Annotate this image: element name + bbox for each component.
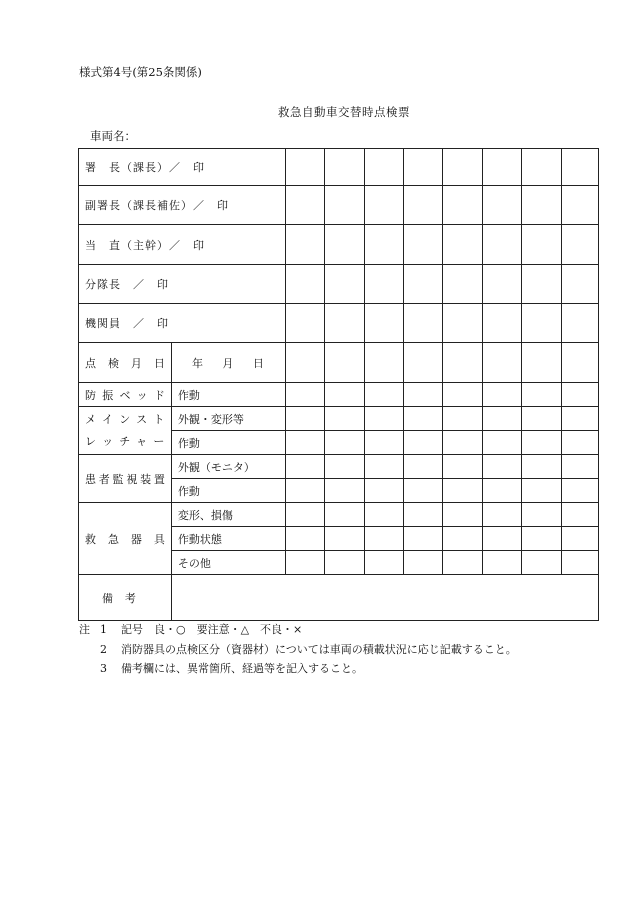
note-text: 消防器具の点検区分（資器材）については車両の積載状況に応じ記載すること。 [121,642,517,656]
check-cell[interactable] [522,343,561,383]
check-cell[interactable] [482,149,521,186]
check-cell[interactable] [404,503,443,527]
check-cell[interactable] [443,149,482,186]
check-cell[interactable] [443,455,482,479]
check-cell[interactable] [325,265,364,304]
check-cell[interactable] [364,431,403,455]
check-cell[interactable] [285,527,324,551]
item-operation: 作動 [171,479,285,503]
check-cell[interactable] [522,503,561,527]
check-cell[interactable] [561,527,598,551]
check-cell[interactable] [482,455,521,479]
check-cell[interactable] [364,455,403,479]
check-cell[interactable] [364,343,403,383]
remarks-field[interactable] [171,575,598,621]
check-cell[interactable] [482,479,521,503]
patient-monitor-row [79,455,599,479]
check-cell[interactable] [561,431,598,455]
check-cell[interactable] [561,551,598,575]
note-text: 記号 良・○ 要注意・△ 不良・× [121,623,303,636]
check-cell[interactable] [404,265,443,304]
check-cell[interactable] [443,225,482,265]
check-cell[interactable] [522,479,561,503]
inspection-date-label: 点検月日 [79,343,172,383]
check-cell[interactable] [561,383,598,407]
notes-head: 注 [79,623,90,636]
check-cell[interactable] [325,455,364,479]
check-cell[interactable] [285,343,324,383]
item-operating-condition: 作動状態 [171,527,285,551]
remarks-row [79,575,599,621]
check-cell[interactable] [404,479,443,503]
check-cell[interactable] [285,551,324,575]
check-cell[interactable] [325,503,364,527]
check-cell[interactable] [482,225,521,265]
check-cell[interactable] [561,265,598,304]
check-cell[interactable] [482,527,521,551]
role-duty-officer: 当 直（主幹）／ 印 [79,225,286,265]
check-cell[interactable] [443,527,482,551]
check-cell[interactable] [443,304,482,343]
check-cell[interactable] [325,431,364,455]
note-item [79,620,517,640]
check-cell[interactable] [364,503,403,527]
check-cell[interactable] [364,407,403,431]
check-cell[interactable] [364,225,403,265]
check-cell[interactable] [285,186,324,225]
main-stretcher-label [79,407,172,455]
inspection-date-row [79,343,599,383]
item-operation: 作動 [171,383,285,407]
check-cell[interactable] [522,304,561,343]
check-cell[interactable] [482,383,521,407]
note-number: 3 [100,662,107,675]
check-cell[interactable] [561,225,598,265]
check-cell[interactable] [482,304,521,343]
check-cell[interactable] [285,149,324,186]
check-cell[interactable] [364,479,403,503]
check-cell[interactable] [285,225,324,265]
check-cell[interactable] [443,186,482,225]
document-title: 救急自動車交替時点検票 [278,105,410,119]
check-cell[interactable] [482,551,521,575]
check-cell[interactable] [522,431,561,455]
check-cell[interactable] [325,407,364,431]
check-cell[interactable] [285,455,324,479]
check-cell[interactable] [482,407,521,431]
check-cell[interactable] [522,186,561,225]
check-cell[interactable] [522,527,561,551]
check-cell[interactable] [443,431,482,455]
check-cell[interactable] [404,343,443,383]
note-text: 備考欄には、異常箇所、経過等を記入すること。 [121,662,363,675]
check-cell[interactable] [404,407,443,431]
check-cell[interactable] [404,225,443,265]
check-cell[interactable] [482,503,521,527]
form-number: 様式第4号(第25条関係) [79,65,202,79]
notes [79,620,517,679]
check-cell[interactable] [522,407,561,431]
check-cell[interactable] [522,225,561,265]
check-cell[interactable] [364,551,403,575]
note-item [79,659,517,679]
check-cell[interactable] [404,383,443,407]
vehicle-name-label: 車両名： [90,129,136,143]
check-cell[interactable] [285,383,324,407]
check-cell[interactable] [325,551,364,575]
check-cell[interactable] [561,479,598,503]
check-cell[interactable] [364,383,403,407]
check-cell[interactable] [285,407,324,431]
check-cell[interactable] [325,383,364,407]
check-cell[interactable] [404,149,443,186]
check-cell[interactable] [404,186,443,225]
check-cell[interactable] [522,149,561,186]
check-cell[interactable] [443,343,482,383]
item-appearance-deformation: 外観・変形等 [171,407,285,431]
inspection-table [78,148,599,621]
role-row-station-chief [79,149,599,186]
check-cell[interactable] [522,265,561,304]
check-cell[interactable] [404,304,443,343]
note-number: 1 [100,623,107,636]
check-cell[interactable] [561,304,598,343]
main-stretcher-label-line1: メインスト [85,412,165,426]
role-station-chief: 署 長（課長）／ 印 [79,149,286,186]
check-cell[interactable] [285,265,324,304]
check-cell[interactable] [325,149,364,186]
check-cell[interactable] [482,186,521,225]
check-cell[interactable] [522,455,561,479]
role-row-duty-officer [79,225,599,265]
check-cell[interactable] [443,479,482,503]
anti-vibration-bed-label: 防振ベッド [79,383,172,407]
check-cell[interactable] [404,527,443,551]
check-cell[interactable] [325,343,364,383]
role-squad-leader: 分隊長 ／ 印 [79,265,286,304]
check-cell[interactable] [404,551,443,575]
check-cell[interactable] [482,265,521,304]
check-cell[interactable] [443,383,482,407]
check-cell[interactable] [285,503,324,527]
check-cell[interactable] [561,455,598,479]
check-cell[interactable] [364,186,403,225]
note-number: 2 [100,642,107,656]
check-cell[interactable] [443,503,482,527]
check-cell[interactable] [404,431,443,455]
check-cell[interactable] [285,304,324,343]
check-cell[interactable] [364,304,403,343]
check-cell[interactable] [561,407,598,431]
check-cell[interactable] [404,455,443,479]
role-row-engineer [79,304,599,343]
item-operation: 作動 [171,431,285,455]
check-cell[interactable] [522,383,561,407]
main-stretcher-row [79,407,599,431]
check-cell[interactable] [325,225,364,265]
check-cell[interactable] [443,551,482,575]
check-cell[interactable] [561,343,598,383]
check-cell[interactable] [325,527,364,551]
item-other: その他 [171,551,285,575]
role-row-deputy-chief [79,186,599,225]
date-format: 年 月 日 [171,343,285,383]
role-row-squad-leader [79,265,599,304]
check-cell[interactable] [443,407,482,431]
check-cell[interactable] [561,186,598,225]
check-cell[interactable] [561,503,598,527]
check-cell[interactable] [482,343,521,383]
role-engineer: 機関員 ／ 印 [79,304,286,343]
emergency-equipment-row [79,503,599,527]
check-cell[interactable] [285,431,324,455]
check-cell[interactable] [364,149,403,186]
check-cell[interactable] [364,527,403,551]
check-cell[interactable] [325,479,364,503]
check-cell[interactable] [443,265,482,304]
anti-vibration-bed-row [79,383,599,407]
patient-monitor-label: 患者監視装置 [79,455,172,503]
role-deputy-chief: 副署長（課長補佐）／ 印 [79,186,286,225]
main-stretcher-label-line2: レッチャー [85,434,165,448]
check-cell[interactable] [561,149,598,186]
remarks-label: 備考 [79,575,172,621]
note-item [79,640,517,660]
item-deformation-damage: 変形、損傷 [171,503,285,527]
item-appearance-monitor: 外観（モニタ） [171,455,285,479]
emergency-equipment-label: 救 急 器 具 [79,503,172,575]
check-cell[interactable] [325,304,364,343]
check-cell[interactable] [285,479,324,503]
check-cell[interactable] [482,431,521,455]
check-cell[interactable] [364,265,403,304]
check-cell[interactable] [522,551,561,575]
check-cell[interactable] [325,186,364,225]
